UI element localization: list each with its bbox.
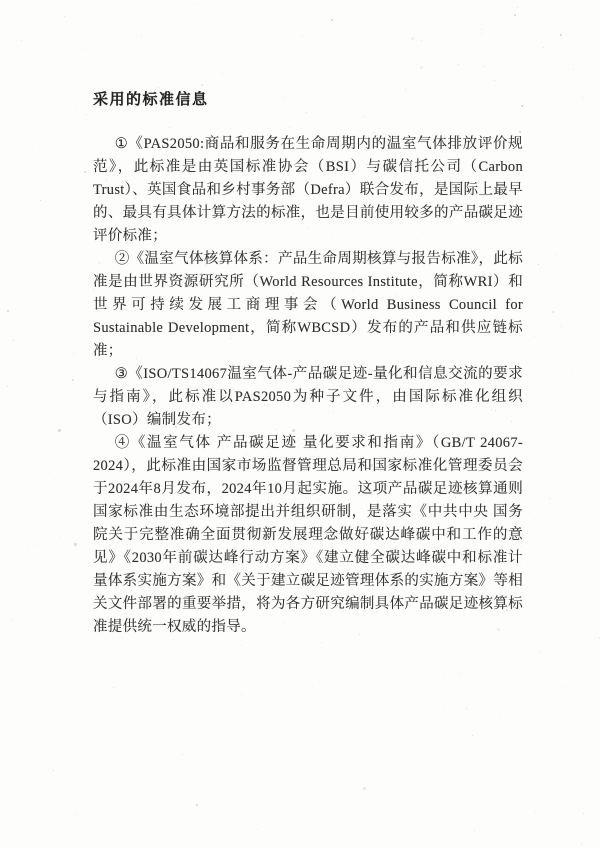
standard-paragraph-ghg-protocol: ②《温室气体核算体系：产品生命周期核算与报告标准》，此标准是由世界资源研究所（World Resources Institute，简称WRI）和世界可持续发展工商理事会（World Business Council for Sustainable Development，简称WBCSD）发布的产品和供应链标准； — [93, 251, 523, 359]
document-content — [93, 88, 523, 639]
page-title: 采用的标准信息 — [93, 92, 209, 108]
standard-paragraph-iso-ts14067: ③《ISO/TS14067温室气体-产品碳足迹-量化和信息交流的要求与指南》，此标准以PAS2050为种子文件，由国际标准化组织（ISO）编制发布； — [93, 366, 523, 428]
standard-paragraph-gbt24067: ④《温室气体 产品碳足迹 量化要求和指南》（GB/T 24067-2024），此标准由国家市场监督管理总局和国家标准化管理委员会于2024年8月发布，2024年10月起实施。这项产品碳足迹核算通则国家标准由生态环境部提出并组织研制，是落实《中共中央 国务院关于完整准确全面贯彻新发展理念做好碳达峰碳中和工作的意见》《2030年前碳达峰行动方案》《建立健全碳达峰碳中和标准计量体系实施方案》和《关于建立碳足迹管理体系的实施方案》等相关文件部署的重要举措，将为各方研究编制具体产品碳足迹核算标准提供统一权威的指导。 — [93, 435, 523, 635]
standards-list — [93, 133, 523, 639]
standard-paragraph-pas2050: ①《PAS2050:商品和服务在生命周期内的温室气体排放评价规范》，此标准是由英国标准协会（BSI）与碳信托公司（Carbon Trust）、英国食品和乡村事务部（Defra）联合发布，是国际上最早的、最具有具体计算方法的标准，也是目前使用较多的产品碳足迹评价标准； — [93, 136, 523, 244]
